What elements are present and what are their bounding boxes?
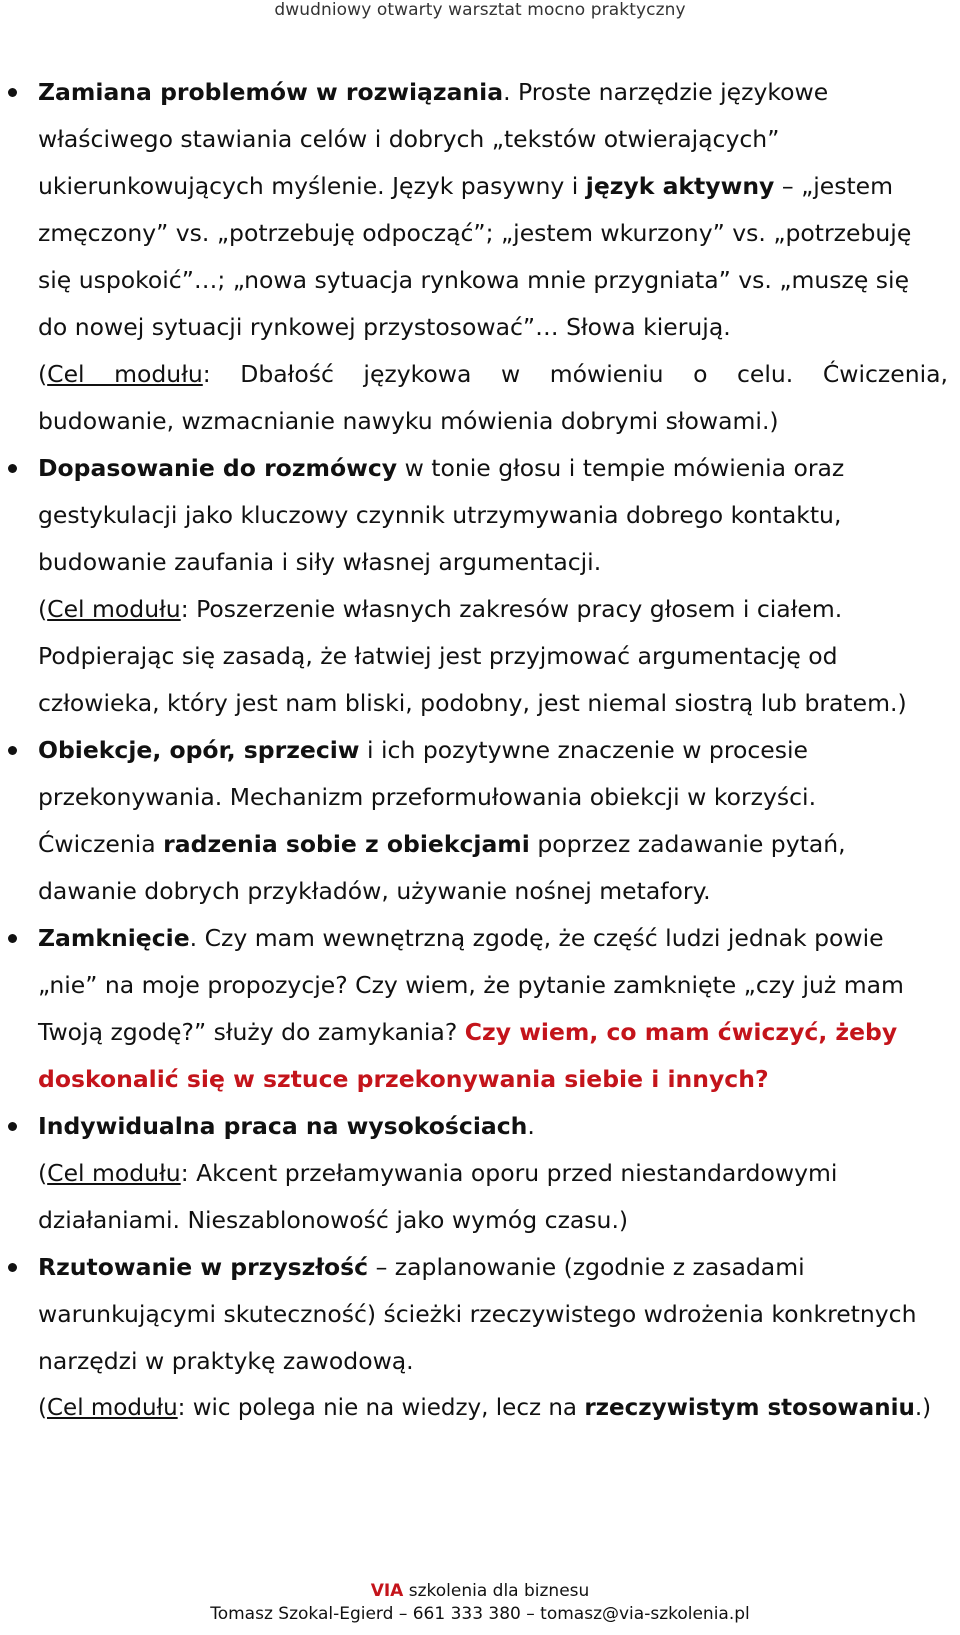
module-goal-label: Cel modułu [46, 1395, 178, 1421]
bullet-icon [8, 1122, 17, 1131]
text-line: przekonywania. Mechanizm przeformułowania obiekcji w korzyści. [38, 783, 817, 811]
module-goal-line: (Cel modułu: Dbałość językowa w mówieniu o celu. Ćwiczenia, [38, 360, 948, 388]
item-title: Zamknięcie [38, 924, 190, 952]
text-line: Zamknięcie. Czy mam wewnętrzną zgodę, że część ludzi jednak powie [38, 924, 884, 952]
text-line: zmęczony” vs. „potrzebuję odpocząć”; „jestem wkurzony” vs. „potrzebuję [38, 219, 912, 247]
module-goal-line: (Cel modułu: wic polega nie na wiedzy, lecz na rzeczywistym stosowaniu.) [38, 1395, 932, 1421]
text-line: Dopasowanie do rozmówcy w tonie głosu i tempie mówienia oraz [38, 454, 845, 482]
text-line: Podpierając się zasadą, że łatwiej jest przyjmować argumentację od [38, 642, 838, 670]
list-item [38, 69, 948, 445]
list-item [38, 727, 948, 915]
text-line: właściwego stawiania celów i dobrych „tekstów otwierających” [38, 125, 780, 153]
text-line: Obiekcje, opór, sprzeciw i ich pozytywne znaczenie w procesie [38, 736, 808, 764]
module-goal-label: Cel modułu [47, 595, 181, 623]
text-line: gestykulacji jako kluczowy czynnik utrzymywania dobrego kontaktu, [38, 501, 842, 529]
text-line: dawanie dobrych przykładów, używanie nośnej metafory. [38, 877, 711, 905]
module-goal-line: (Cel modułu: Akcent przełamywania oporu przed niestandardowymi [38, 1159, 838, 1187]
list-item [38, 915, 948, 1103]
list-item [38, 445, 948, 727]
list-item [38, 1103, 948, 1244]
text-line: Zamiana problemów w rozwiązania. Proste narzędzie językowe [38, 78, 829, 106]
module-goal-line: (Cel modułu: Poszerzenie własnych zakresów pracy głosem i ciałem. [38, 595, 843, 623]
item-title: Dopasowanie do rozmówcy [38, 454, 398, 482]
text-line: Ćwiczenia radzenia sobie z obiekcjami poprzez zadawanie pytań, [38, 830, 846, 858]
bullet-icon [8, 1263, 17, 1272]
module-list [38, 69, 948, 1432]
text-line: narzędzi w praktykę zawodową. [38, 1347, 414, 1375]
text-line: się uspokoić”…; „nowa sytuacja rynkowa mnie przygniata” vs. „muszę się [38, 266, 910, 294]
footer-brand: VIA szkolenia dla biznesu [370, 1581, 590, 1601]
module-goal-label: Cel modułu [47, 1159, 181, 1187]
module-goal-label: Cel modułu [47, 360, 203, 388]
bullet-icon [8, 88, 17, 97]
text-line: do nowej sytuacji rynkowej przystosować”… Słowa kierują. [38, 313, 731, 341]
bullet-icon [8, 464, 17, 473]
highlight-question: doskonalić się w sztuce przekonywania siebie i innych? [38, 1065, 769, 1093]
highlight-question: Czy wiem, co mam ćwiczyć, żeby [464, 1018, 898, 1046]
text-line: budowanie zaufania i siły własnej argumentacji. [38, 548, 602, 576]
text-line: budowanie, wzmacnianie nawyku mówienia dobrymi słowami.) [38, 407, 779, 435]
bullet-icon [8, 746, 17, 755]
text-line: działaniami. Nieszablonowość jako wymóg czasu.) [38, 1206, 629, 1234]
text-line: warunkującymi skuteczność) ścieżki rzeczywistego wdrożenia konkretnych [38, 1300, 917, 1328]
item-title: Obiekcje, opór, sprzeciw [38, 736, 360, 764]
item-title: Rzutowanie w przyszłość [38, 1253, 369, 1281]
text-line: człowieka, który jest nam bliski, podobny, jest niemal siostrą lub bratem.) [38, 689, 907, 717]
text-line: Twoją zgodę?” służy do zamykania? Czy wiem, co mam ćwiczyć, żeby [38, 1018, 898, 1046]
brand-logo-text: VIA [370, 1581, 404, 1601]
list-item [38, 1244, 948, 1432]
text-line: Rzutowanie w przyszłość – zaplanowanie (zgodnie z zasadami [38, 1253, 805, 1281]
page-header: dwudniowy otwarty warsztat mocno praktyczny [274, 0, 686, 20]
item-title: Zamiana problemów w rozwiązania [38, 78, 504, 106]
text-line: ukierunkowujących myślenie. Język pasywny i język aktywny – „jestem [38, 172, 894, 200]
item-title: Indywidualna praca na wysokościach [38, 1112, 528, 1140]
bullet-icon [8, 934, 17, 943]
text-line: „nie” na moje propozycje? Czy wiem, że pytanie zamknięte „czy już mam [38, 971, 904, 999]
text-line: Indywidualna praca na wysokościach. [38, 1112, 535, 1140]
footer-contact: Tomasz Szokal-Egierd – 661 333 380 – tomasz@via-szkolenia.pl [210, 1604, 750, 1624]
